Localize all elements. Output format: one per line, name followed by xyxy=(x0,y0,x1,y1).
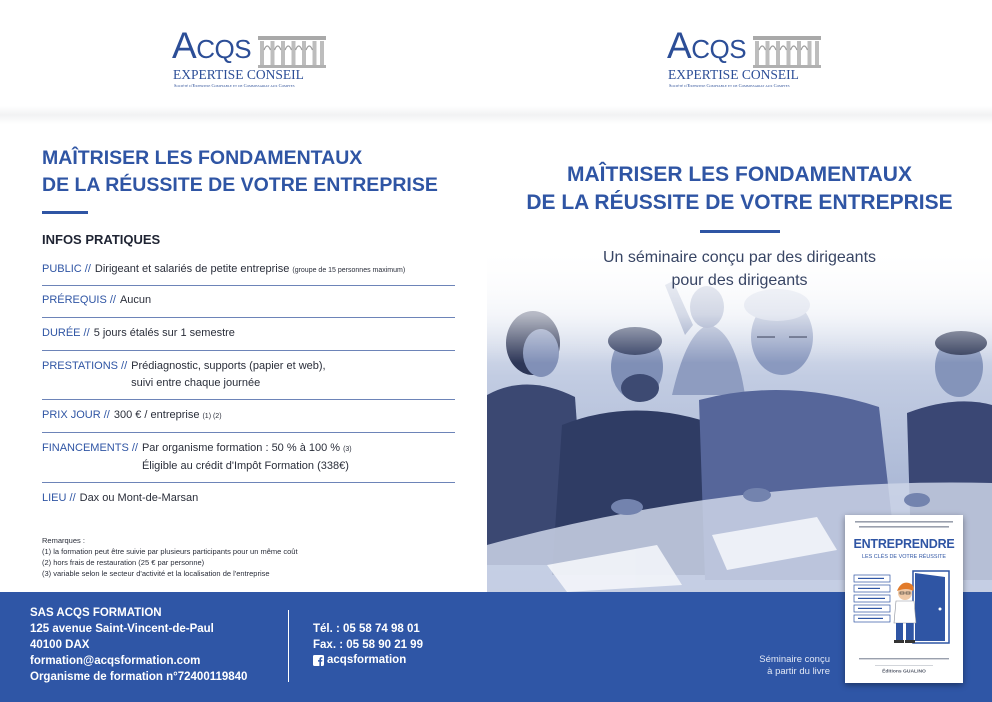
info-row-prerequis xyxy=(42,292,456,309)
info-value xyxy=(114,407,222,425)
logo-name: EXPERTISE CONSEIL xyxy=(173,67,304,82)
info-label: DURÉE // xyxy=(42,327,90,339)
header-shadow xyxy=(0,106,992,124)
book-caption-line-1: Séminaire conçu xyxy=(759,654,830,665)
infos-heading: INFOS PRATIQUES xyxy=(42,232,161,247)
row-divider xyxy=(42,285,455,286)
book-publisher: Éditions GUALINO xyxy=(882,668,926,674)
logo-tagline: Société d'Expertise Comptable et de Commissariat aux Comptes xyxy=(174,83,295,88)
row-divider xyxy=(42,399,455,400)
info-label: LIEU // xyxy=(42,492,76,504)
remarks-heading: Remarques : xyxy=(42,536,85,545)
company-registration: Organisme de formation n°72400119840 xyxy=(30,671,248,683)
book-blurb-line xyxy=(859,658,949,659)
left-title xyxy=(42,145,438,199)
info-value xyxy=(80,490,199,507)
info-value-text: Par organisme formation : 50 % à 100 % xyxy=(141,442,341,454)
book-chapter-boxes xyxy=(854,575,890,622)
info-value-text: Dirigeant et salariés de petite entreprise xyxy=(94,263,290,275)
door-icon xyxy=(913,571,949,643)
fax-number: Fax. : 05 58 90 21 99 xyxy=(313,638,423,651)
company-info xyxy=(30,605,247,685)
logo-brand: ACQS xyxy=(172,25,252,66)
phone-number: Tél. : 05 58 74 98 01 xyxy=(313,623,420,635)
info-row-duree xyxy=(42,325,456,342)
left-title-line-2: DE LA RÉUSSITE DE VOTRE ENTREPRISE xyxy=(42,174,438,196)
row-divider xyxy=(42,317,455,318)
info-value-line2: Éligible au crédit d'Impôt Formation (338€) xyxy=(141,460,349,472)
row-divider xyxy=(42,432,455,433)
row-divider xyxy=(42,350,455,351)
info-value xyxy=(142,440,352,475)
info-value xyxy=(94,325,235,342)
row-divider xyxy=(42,482,455,483)
subtitle-line-2: pour des dirigeants xyxy=(671,272,808,289)
footer-divider xyxy=(288,610,289,682)
book-cover xyxy=(845,515,963,683)
right-title xyxy=(487,161,992,217)
remark-item: (2) hors frais de restauration (25 € par personne) xyxy=(42,558,205,567)
book-subtitle: LES CLÉS DE VOTRE RÉUSSITE xyxy=(861,553,947,560)
company-street: 125 avenue Saint-Vincent-de-Paul xyxy=(30,623,214,635)
info-value-text: Aucun xyxy=(119,294,152,306)
left-title-rule xyxy=(42,211,88,214)
logo-brand: ACQS xyxy=(667,25,747,66)
info-note: (3) xyxy=(343,446,352,453)
book-caption xyxy=(759,654,830,678)
remark-item: (3) variable selon le secteur d'activité et la localisation de l'entreprise xyxy=(42,569,270,578)
right-title-rule xyxy=(700,230,780,233)
colonnade-icon xyxy=(258,36,326,68)
contact-info xyxy=(313,622,423,669)
right-title-line-2: DE LA RÉUSSITE DE VOTRE ENTREPRISE xyxy=(526,191,953,214)
acqs-logo-right xyxy=(665,25,825,96)
info-value-text: 5 jours étalés sur 1 semestre xyxy=(93,327,235,339)
left-title-line-1: MAÎTRISER LES FONDAMENTAUX xyxy=(42,147,363,169)
info-value-text: Prédiagnostic, supports (papier et web), xyxy=(131,360,326,372)
info-row-public xyxy=(42,261,456,279)
book-author-lines xyxy=(855,521,953,528)
subtitle-line-1: Un séminaire conçu par des dirigeants xyxy=(602,249,877,266)
facebook-handle: acqsformation xyxy=(327,654,407,666)
remarks-block xyxy=(42,535,298,579)
info-label: PRÉREQUIS // xyxy=(42,294,116,306)
info-label: PUBLIC // xyxy=(42,263,91,275)
logo-tagline: Société d'Expertise Comptable et de Commissariat aux Comptes xyxy=(669,83,790,88)
info-value xyxy=(131,358,325,392)
info-label: FINANCEMENTS // xyxy=(42,442,138,454)
info-label: PRIX JOUR // xyxy=(42,409,110,421)
header-band xyxy=(0,0,992,112)
logo-name: EXPERTISE CONSEIL xyxy=(668,67,799,82)
right-title-line-1: MAÎTRISER LES FONDAMENTAUX xyxy=(567,163,912,186)
facebook-row xyxy=(313,653,423,669)
info-row-prix-jour xyxy=(42,407,456,425)
info-value-text: 300 € / entreprise xyxy=(113,409,200,421)
right-subtitle xyxy=(487,246,992,292)
info-label: PRESTATIONS // xyxy=(42,360,128,372)
info-row-prestations xyxy=(42,358,456,392)
info-value xyxy=(95,261,405,279)
info-value-text: Dax ou Mont-de-Marsan xyxy=(79,492,199,504)
info-row-financements xyxy=(42,440,456,475)
company-email: formation@acqsformation.com xyxy=(30,655,201,667)
acqs-logo-left xyxy=(170,25,330,96)
book-publisher-rule xyxy=(875,665,933,666)
book-caption-line-2: à partir du livre xyxy=(767,666,830,677)
info-row-lieu xyxy=(42,490,456,507)
company-name: SAS ACQS FORMATION xyxy=(30,607,162,619)
info-value xyxy=(120,292,151,309)
facebook-icon xyxy=(313,655,324,666)
colonnade-icon xyxy=(753,36,821,68)
info-note: (1) (2) xyxy=(202,413,222,420)
company-city: 40100 DAX xyxy=(30,639,90,651)
remark-item: (1) la formation peut être suivie par plusieurs participants pour un même coût xyxy=(42,547,298,556)
book-title: ENTREPRENDRE xyxy=(853,537,955,551)
info-note: (groupe de 15 personnes maximum) xyxy=(292,267,406,274)
info-value-line2: suivi entre chaque journée xyxy=(131,377,261,389)
